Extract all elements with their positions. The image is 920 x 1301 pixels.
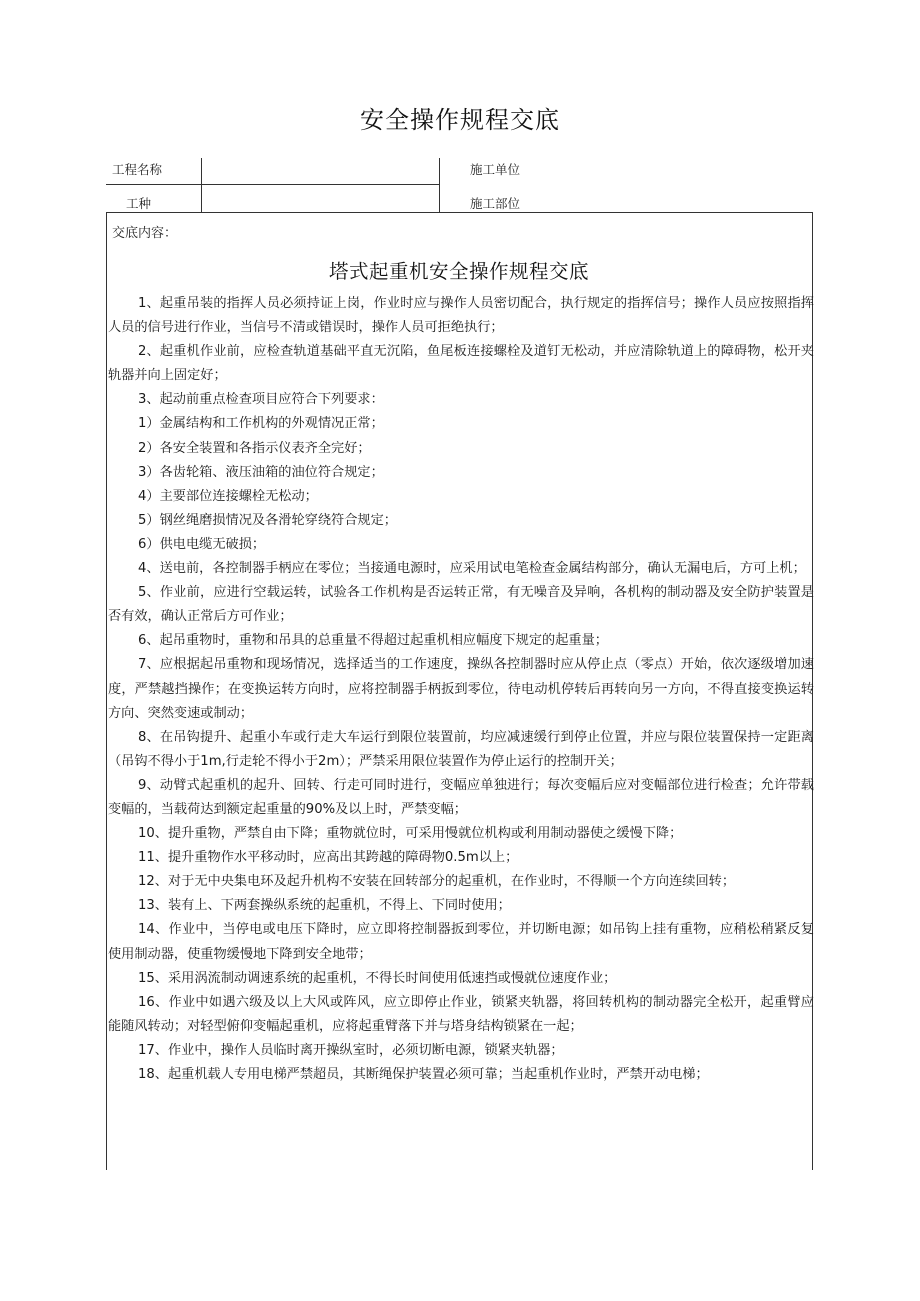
- paragraph: 3、起动前重点检查项目应符合下列要求：: [138, 392, 384, 408]
- paragraph: 14、作业中，当停电或电压下降时，应立即将控制器扳到零位，并切断电源；如吊钩上挂有重物，应稍松稍紧反复使用制动器，使重物缓慢地下降到安全地带；: [108, 922, 814, 962]
- paragraph: 1、起重吊装的指挥人员必须持证上岗，作业时应与操作人员密切配合，执行规定的指挥信号；操作人员应按照指挥人员的信号进行作业，当信号不清或错误时，操作人员可拒绝执行；: [108, 296, 814, 336]
- paragraph: 2）各安全装置和各指示仪表齐全完好；: [138, 440, 371, 456]
- paragraph: 5）钢丝绳磨损情况及各滑轮穿绕符合规定；: [138, 512, 397, 528]
- document-heading: 塔式起重机安全操作规程交底: [328, 260, 589, 283]
- paragraph: 6、起吊重物时，重物和吊具的总重量不得超过起重机相应幅度下规定的起重量；: [138, 633, 608, 649]
- header-divider-2: [439, 158, 440, 212]
- paragraph: 11、提升重物作水平移动时，应高出其跨越的障碍物0.5m以上；: [138, 850, 519, 866]
- content-left-border: [106, 212, 107, 1170]
- paragraph: 12、对于无中央集电环及起升机构不安装在回转部分的起重机，在作业时，不得顺一个方向连续回转；: [138, 874, 736, 890]
- paragraph: 2、起重机作业前，应检查轨道基础平直无沉陷，鱼尾板连接螺栓及道钉无松动，并应清除轨道上的障碍物，松开夹轨器并向上固定好；: [108, 344, 814, 384]
- paragraph: 7、应根据起吊重物和现场情况，选择适当的工作速度，操纵各控制器时应从停止点（零点）开始，依次逐级增加速度，严禁越挡操作；在变换运转方向时，应将控制器手柄扳到零位，待电动机停转后再转向另一方向，不得直接变换运转方向、突然变速或制动；: [108, 657, 814, 721]
- paragraph: 17、作业中，操作人员临时离开操纵室时，必须切断电源，锁紧夹轨器；: [138, 1042, 564, 1058]
- paragraph: 5、作业前，应进行空载运转，试验各工作机构是否运转正常，有无噪音及异响，各机构的制动器及安全防护装置是否有效，确认正常后方可作业；: [108, 585, 814, 625]
- paragraph: 3）各齿轮箱、液压油箱的油位符合规定；: [138, 464, 384, 480]
- paragraph: 8、在吊钩提升、起重小车或行走大车运行到限位装置前，均应减速缓行到停止位置，并应与限位装置保持一定距离（吊钩不得小于1m,行走轮不得小于2m）；严禁采用限位装置作为停止运行的控制开关；: [108, 729, 814, 769]
- content-body: [108, 292, 814, 1087]
- paragraph: 1）金属结构和工作机构的外观情况正常；: [138, 416, 384, 432]
- header-bottom-border: [106, 212, 812, 213]
- paragraph: 15、采用涡流制动调速系统的起重机，不得长时间使用低速挡或慢就位速度作业；: [138, 970, 617, 986]
- trade-label: 工种: [126, 196, 152, 211]
- construction-part-label: 施工部位: [470, 196, 521, 211]
- page-title: 安全操作规程交底: [360, 106, 560, 134]
- paragraph: 4、送电前，各控制器手柄应在零位；当接通电源时，应采用试电笔检查金属结构部分，确认无漏电后，方可上机；: [138, 561, 806, 577]
- project-name-label: 工程名称: [112, 162, 163, 177]
- construction-unit-label: 施工单位: [470, 162, 521, 177]
- paragraph: 10、提升重物，严禁自由下降；重物就位时，可采用慢就位机构或利用制动器使之缓慢下降；: [138, 826, 683, 842]
- paragraph: 18、起重机载人专用电梯严禁超员，其断绳保护装置必须可靠；当起重机作业时，严禁开动电梯；: [138, 1067, 709, 1082]
- paragraph: 13、装有上、下两套操纵系统的起重机，不得上、下同时使用；: [138, 898, 511, 914]
- header-top-border: [106, 184, 439, 185]
- paragraph: 4）主要部位连接螺栓无松动；: [138, 488, 318, 504]
- content-label: 交底内容：: [112, 226, 178, 241]
- paragraph: 9、动臂式起重机的起升、回转、行走可同时进行，变幅应单独进行；每次变幅后应对变幅部位进行检查；允许带载变幅的，当载荷达到额定起重量的90%及以上时，严禁变幅；: [108, 777, 814, 817]
- paragraph: 6）供电电缆无破损；: [138, 536, 266, 552]
- header-divider-1: [201, 158, 202, 212]
- paragraph: 16、作业中如遇六级及以上大风或阵风，应立即停止作业，锁紧夹轨器，将回转机构的制动器完全松开，起重臂应能随风转动；对轻型俯仰变幅起重机，应将起重臂落下并与塔身结构锁紧在一起；: [108, 994, 814, 1034]
